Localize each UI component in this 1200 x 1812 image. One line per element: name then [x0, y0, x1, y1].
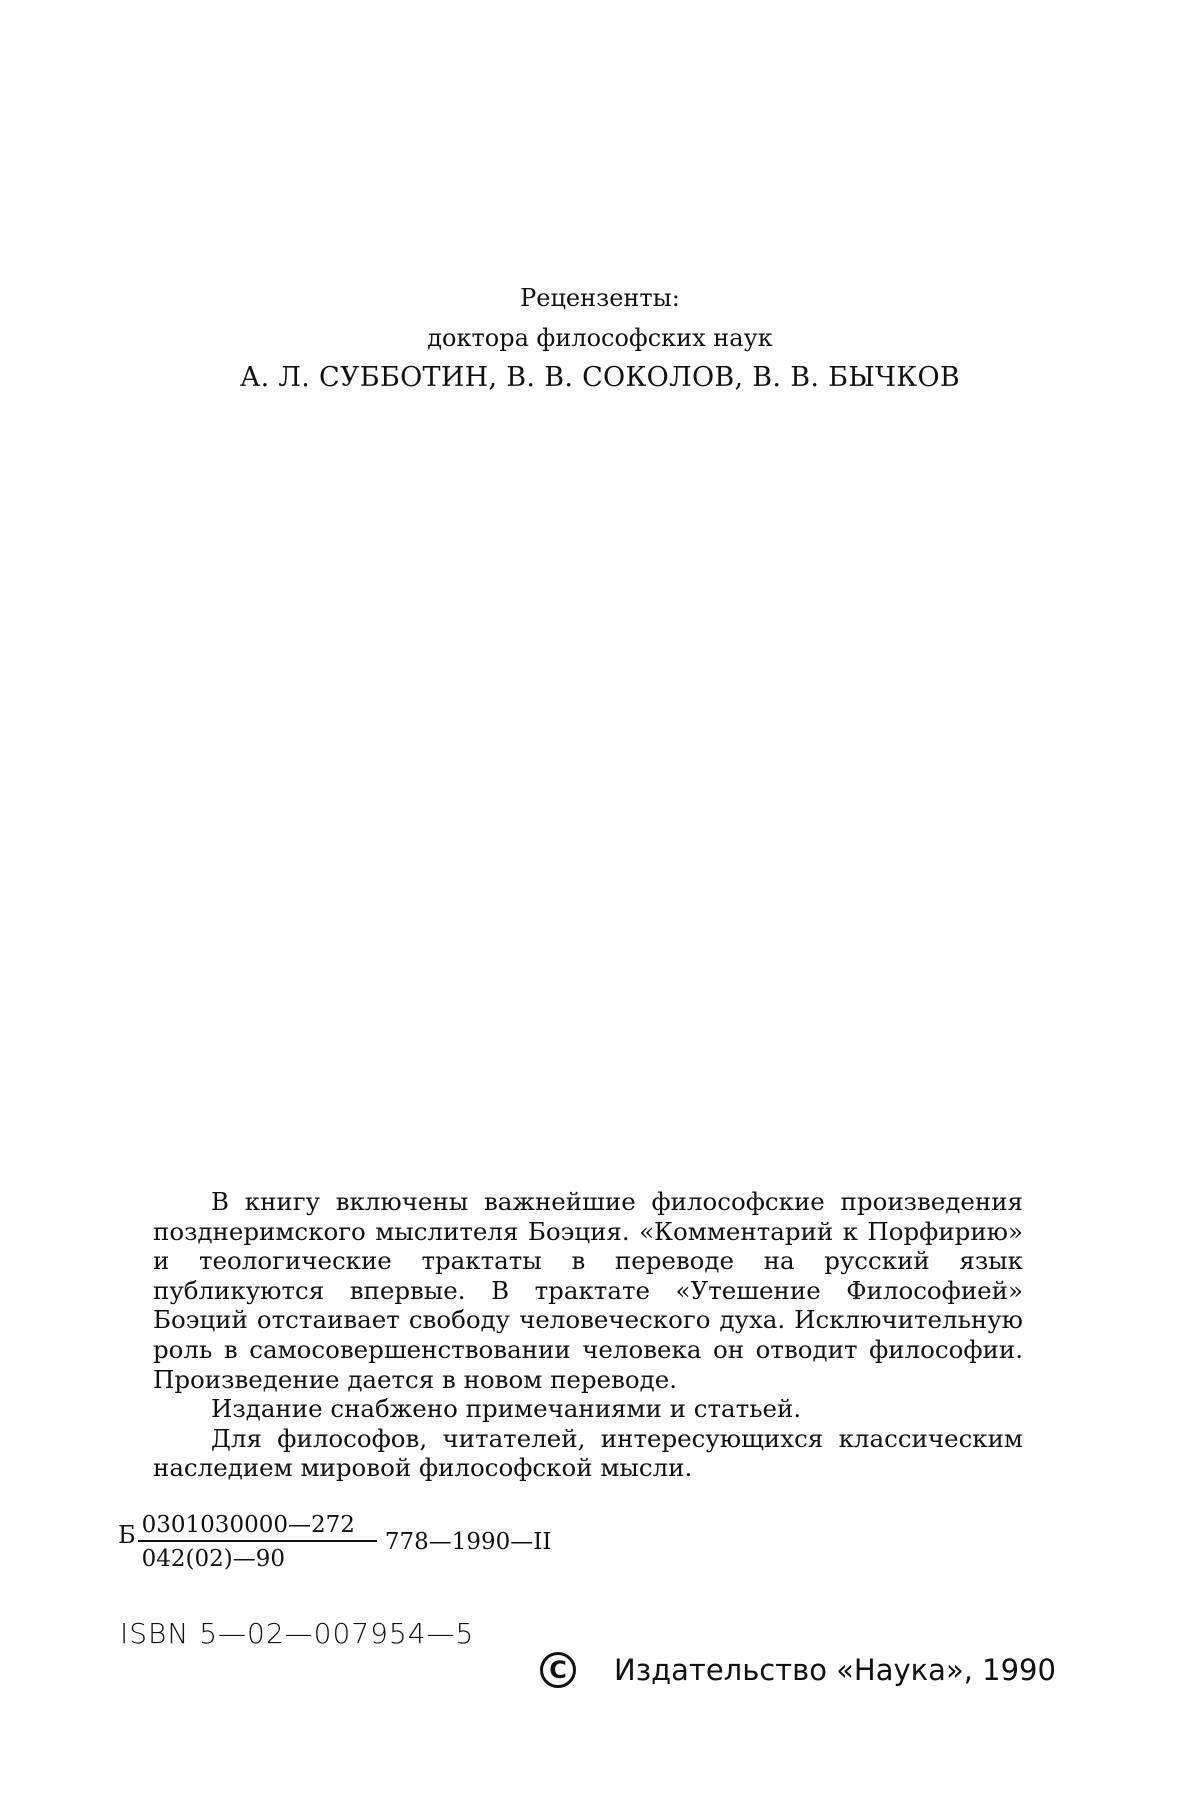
reviewers-block — [0, 278, 1200, 398]
catalog-code — [118, 1512, 551, 1572]
reviewers-degree: доктора философских наук — [427, 324, 773, 352]
reviewers-heading: Рецензенты: — [520, 284, 680, 312]
catalog-code-numerator: 0301030000—272 — [138, 1512, 359, 1542]
catalog-code-rule — [359, 1540, 377, 1542]
copyright-line — [540, 1652, 1056, 1688]
annotation-paragraph-2: Издание снабжено примечаниями и статьей. — [211, 1394, 802, 1424]
copyright-icon: C — [540, 1652, 576, 1688]
catalog-code-letter: Б — [118, 1521, 136, 1549]
catalog-code-suffix: 778—1990—II — [384, 1529, 552, 1555]
catalog-code-fraction — [138, 1512, 359, 1572]
annotation-paragraph-3: Для философов, читателей, интересующихся классическим наследием мировой философской мысли. — [153, 1423, 1023, 1483]
copyright-text: Издательство «Наука», 1990 — [614, 1653, 1056, 1687]
annotation-paragraph-1: В книгу включены важнейшие философские произведения позднеримского мыслителя Боэция. «Комментарий к Порфирию» и теологические трактаты в переводе на русский язык публикуются впервые. В трактате «Утешение Философией» Боэций отстаивает свободу человеческого духа. Исключительную роль в самосовершенствовании человека он отводит философии. Произведение дается в новом переводе. — [153, 1187, 1023, 1394]
reviewers-names: А. Л. СУББОТИН, В. В. СОКОЛОВ, В. В. БЫЧКОВ — [239, 362, 961, 393]
annotation-block — [153, 1187, 1023, 1483]
catalog-code-denominator: 042(02)—90 — [141, 1546, 286, 1572]
isbn-number: ISBN 5—02—007954—5 — [120, 1617, 475, 1650]
